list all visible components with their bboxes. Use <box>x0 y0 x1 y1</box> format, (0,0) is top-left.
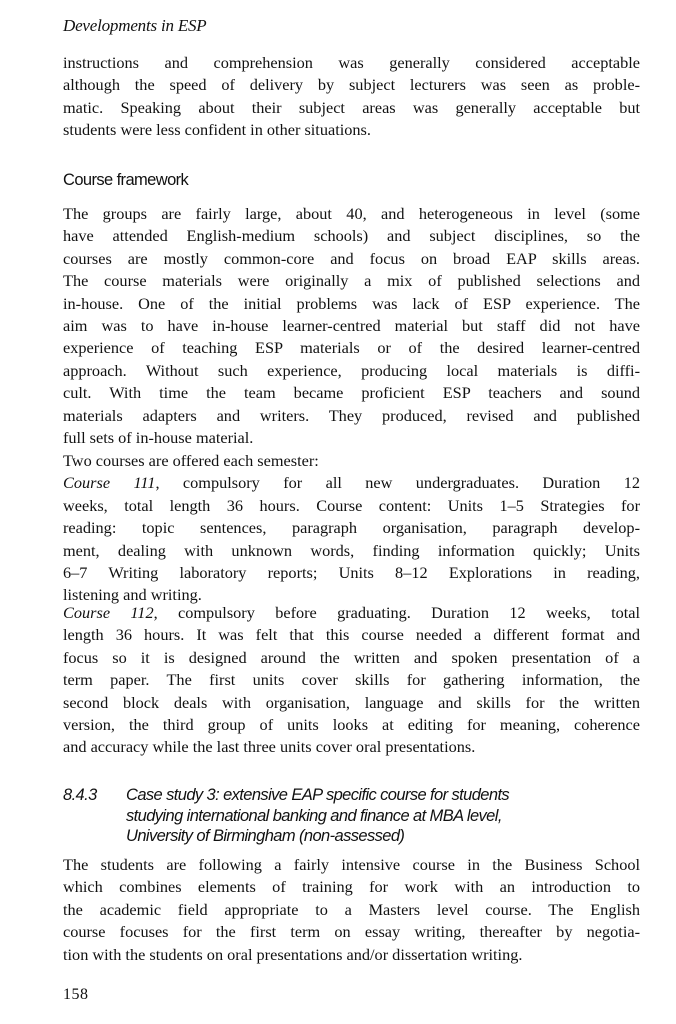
text-line: term paper. The first units cover skills for gathering information, the <box>63 670 640 690</box>
text-line: courses are mostly common-core and focus on broad EAP skills areas. <box>63 248 640 268</box>
text-run: , compulsory for all new undergraduates. Duration 12 <box>155 473 640 493</box>
title-line: studying international banking and finance at MBA level, <box>126 806 502 825</box>
text-line <box>63 472 640 494</box>
section-heading-course-framework: Course framework <box>63 171 189 189</box>
text-line: second block deals with organisation, language and skills for the written <box>63 692 640 712</box>
text-line: The course materials were originally a mix of published selections and <box>63 271 640 291</box>
text-line: version, the third group of units looks at editing for meaning, coherence <box>63 715 640 735</box>
text-line: weeks, total length 36 hours. Course content: Units 1–5 Strategies for <box>63 495 640 515</box>
section-number: 8.4.3 <box>63 786 97 804</box>
case-study-title <box>126 785 641 847</box>
text-line <box>63 602 640 624</box>
text-line: and accuracy while the last three units cover oral presentations. <box>63 737 476 757</box>
paragraph-course-111 <box>63 450 640 607</box>
text-line: tion with the students on oral presentations and/or dissertation writing. <box>63 944 523 964</box>
text-line: the academic field appropriate to a Masters level course. The English <box>63 899 640 919</box>
text-line: reading: topic sentences, paragraph organisation, paragraph develop- <box>63 518 640 538</box>
text-line: experience of teaching ESP materials or of the desired learner-centred <box>63 338 640 358</box>
text-line: cult. With time the team became proficient ESP teachers and sound <box>63 383 640 403</box>
course-label: Course 111 <box>63 473 156 493</box>
paragraph-course-112 <box>63 602 640 759</box>
text-run: , compulsory before graduating. Duration 12 weeks, total <box>153 603 641 622</box>
text-line: ment, dealing with unknown words, finding information quickly; Units <box>63 540 640 560</box>
text-line: The students are following a fairly intensive course in the Business School <box>63 855 640 874</box>
text-line: aim was to have in-house learner-centred material but staff did not have <box>63 316 640 336</box>
title-line: Case study 3: extensive EAP specific course for students <box>126 786 510 804</box>
text-line: which combines elements of training for work with an introduction to <box>63 877 640 897</box>
text-line: full sets of in-house material. <box>63 428 254 448</box>
title-line: University of Birmingham (non-assessed) <box>126 827 405 845</box>
page-number: 158 <box>63 986 89 1003</box>
text-line: focus so it is designed around the written and spoken presentation of a <box>63 647 640 667</box>
text-line: The groups are fairly large, about 40, and heterogeneous in level (some <box>63 204 640 223</box>
text-line: although the speed of delivery by subject lecturers was seen as proble- <box>63 75 640 95</box>
text-line: 6–7 Writing laboratory reports; Units 8–12 Explorations in reading, <box>63 563 640 583</box>
text-line: have attended English-medium schools) and subject disciplines, so the <box>63 226 640 246</box>
text-line: length 36 hours. It was felt that this course needed a different format and <box>63 625 640 645</box>
paragraph-course-framework <box>63 203 640 449</box>
text-line: in-house. One of the initial problems was lack of ESP experience. The <box>63 293 640 313</box>
running-head: Developments in ESP <box>63 16 207 35</box>
text-line: Two courses are offered each semester: <box>63 451 319 470</box>
paragraph-case-study <box>63 854 640 966</box>
course-label: Course 112 <box>63 603 154 622</box>
text-line: students were less confident in other situations. <box>63 120 371 140</box>
text-line: course focuses for the first term on essay writing, thereafter by negotia- <box>63 922 640 942</box>
text-line: listening and writing. <box>63 585 202 605</box>
text-line: matic. Speaking about their subject areas was generally acceptable but <box>63 97 640 117</box>
text-line: approach. Without such experience, producing local materials is diffi- <box>63 360 640 380</box>
text-line: materials adapters and writers. They produced, revised and published <box>63 405 640 425</box>
paragraph-intro <box>63 52 640 142</box>
text-line: instructions and comprehension was generally considered acceptable <box>63 53 640 72</box>
